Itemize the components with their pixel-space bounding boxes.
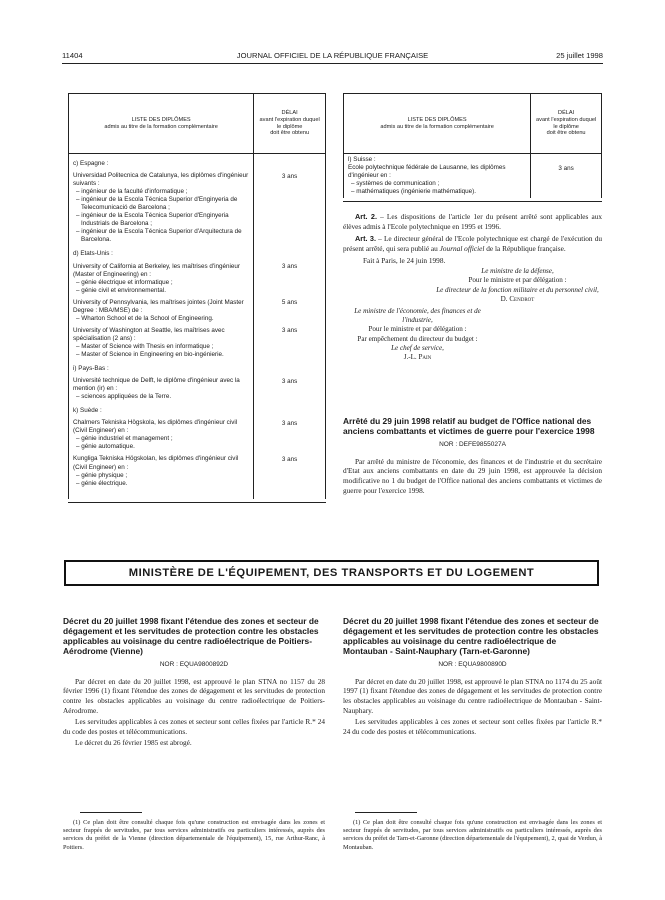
director-name: D. Cendrot — [500, 295, 535, 304]
diploma-entry — [73, 263, 249, 295]
signature-date: Fait à Paris, le 24 juin 1998. — [363, 255, 446, 265]
list-item: – génie électrique et informatique ; — [76, 278, 173, 286]
duration-value: 3 ans — [281, 455, 298, 463]
section-title: c) Espagne : — [73, 160, 109, 167]
list-item: – systèmes de communication ; — [351, 180, 440, 188]
decree-paragraph: Le décret du 26 février 1985 est abrogé. — [75, 738, 192, 748]
entry-text: Kungliga Tekniska Högskolan, les diplômes d'ingénieur civil (Civil Engineer) en : — [73, 455, 239, 471]
page-number: 11404 — [62, 51, 83, 60]
diploma-entry — [73, 455, 249, 487]
section-title: l) Suisse : — [348, 156, 376, 163]
decree-paragraph: Les servitudes applicables à ces zones et secteur sont celles fixées par l'article R.* 24 du code des postes et télécommunications. — [63, 717, 325, 736]
entry-text: University of Pennsylvania, les maîtrises jointes (Joint Master Degree : MBA/MSE) de : — [73, 298, 244, 314]
ministry-banner: MINISTÈRE DE L'ÉQUIPEMENT, DES TRANSPORTS ET DU LOGEMENT — [64, 560, 599, 586]
decree-title: Décret du 20 juillet 1998 fixant l'étendue des zones et secteur de dégagement et les servitudes de protection contre les obstacles applicables au voisinage du centre radioélectrique de Montauban - Saint-Nauphary (Tarn-et-Garonne) — [343, 616, 599, 656]
footnote-poitiers — [63, 819, 325, 852]
duration-value: 3 ans — [281, 377, 298, 385]
diploma-entry — [73, 327, 249, 359]
articles-block — [343, 212, 602, 363]
list-item: – sciences appliquées de la Terre. — [76, 393, 172, 401]
list-item: – Wharton School et de la School of Engineering. — [76, 314, 214, 322]
footnote-rule — [355, 812, 417, 813]
decree-montauban — [343, 617, 602, 736]
duration-list — [254, 154, 326, 500]
diploma-list — [69, 154, 254, 500]
nor-reference: NOR : DEFE9855027A — [439, 440, 506, 448]
delegation-line: Pour le ministre et par délégation : — [468, 276, 567, 285]
section-title: i) Pays-Bas : — [73, 365, 109, 373]
entry-text: Universidad Politecnica de Catalunya, les diplômes d'ingénieur suivants : — [73, 172, 249, 188]
list-item: – ingénieur de la Escola Técnica Superior d'Arquitectura de Barcelona. — [76, 228, 242, 244]
nor-reference: NOR : EQUA9800892D — [159, 660, 229, 668]
chef-service-name: J.-L. Pain — [403, 353, 432, 362]
arrete-title: Arrêté du 29 juin 1998 relatif au budget de l'Office national des anciens combattants et victimes de guerre pour l'exercice 1998 — [343, 416, 595, 436]
article-3: Art. 3. – Le directeur général de l'Ecole polytechnique est chargé de l'exécution du présent arrêté, qui sera publié au Journal officiel de la République française. — [343, 234, 602, 253]
nor-reference: NOR : EQUA9800890D — [438, 660, 507, 668]
diploma-table-right — [343, 93, 602, 202]
duration-value: 3 ans — [281, 263, 298, 271]
list-item: – Master of Science with Thesis en informatique ; — [76, 342, 214, 350]
duration-value: 3 ans — [558, 165, 574, 172]
header-rule — [62, 63, 603, 64]
list-item: – mathématiques (ingénierie mathématique). — [351, 188, 476, 196]
column-header-diplomas: LISTE DES DIPLÔMES admis au titre de la formation complémentaire — [344, 94, 531, 154]
chef-service-title: Le chef de service, — [391, 344, 444, 352]
column-header-diplomas: LISTE DES DIPLÔMES admis au titre de la formation complémentaire — [69, 94, 254, 154]
footnote-montauban — [343, 819, 602, 852]
list-item: – ingénieur de la Escola Técnica Superior d'Enginyeria de Telecomunicació de Barcelona ; — [76, 196, 238, 212]
decree-poitiers — [63, 617, 325, 748]
decree-paragraph: Par décret en date du 20 juillet 1998, est approuvé le plan STNA no 1174 du 25 août 1997 (1) fixant l'étendue des zones de dégagement et les servitudes de protection contre les obstacles applicables au voisinage du centre radioélectrique de Montauban - Saint-Nauphary. — [343, 676, 602, 715]
delegation-line: Pour le ministre et par délégation : — [368, 325, 467, 334]
list-item: – génie industriel et management ; — [76, 435, 173, 443]
list-item: – génie électrique. — [76, 479, 128, 487]
director-title: Le directeur de la fonction militaire et du personnel civil, — [436, 285, 599, 294]
entry-text: University of California at Berkeley, les maîtrises d'ingénieur (Master of Engineering) en : — [73, 262, 240, 278]
list-item: – ingénieur de la faculté d'informatique ; — [76, 188, 188, 196]
signature-block — [343, 267, 602, 363]
empechement-line: Par empêchement du directeur du budget : — [357, 334, 478, 343]
entry-text: University of Washington at Seattle, les maîtrises avec spécialisation (2 ans) : — [73, 326, 225, 342]
arrete-text: Par arrêté du ministre de l'économie, des finances et de l'industrie et du secrétaire d'Etat aux anciens combattants en date du 29 juin 1998, est approuvée la décision modificative no 1 du budget de l'Office national des anciens combattants et victimes de guerre pour l'exercice 1998. — [343, 456, 602, 495]
entry-text: Université technique de Delft, le diplôme d'ingénieur avec la mention (ir) en : — [73, 377, 240, 393]
diploma-list — [344, 154, 531, 199]
diploma-entry — [73, 419, 249, 451]
entry-text: Ecole polytechnique fédérale de Lausanne, les diplômes d'ingénieur en : — [348, 164, 506, 180]
list-item: – génie automatique. — [76, 443, 135, 451]
column-header-deadline: DÉLAI avant l'expiration duquel le diplôme doit être obtenu — [531, 94, 602, 154]
minister-defense: Le ministre de la défense, — [481, 267, 554, 276]
list-item: – ingénieur de la Escola Técnica Superior d'Enginyeria Industrials de Barcelona ; — [76, 212, 229, 228]
arrete-budget — [343, 417, 602, 495]
section-title: d) Etats-Unis : — [73, 250, 113, 258]
publication-date: 25 juillet 1998 — [556, 51, 603, 60]
decree-paragraph: Par décret en date du 20 juillet 1998, est approuvé le plan STNA no 1157 du 28 février 1996 (1) fixant l'étendue des zones de dégagement et les servitudes de protection contre les obstacles applicables au voisinage du centre radioélectrique de Poitiers-Aérodrome. — [63, 676, 325, 715]
diploma-entry — [73, 377, 249, 401]
footnote-rule — [80, 812, 142, 813]
decree-paragraph: Les servitudes applicables à ces zones et secteur sont celles fixées par l'article R.* 24 du code des postes et télécommunications. — [343, 717, 602, 736]
journal-title: JOURNAL OFFICIEL DE LA RÉPUBLIQUE FRANÇAISE — [236, 51, 429, 60]
section-title: k) Suède : — [73, 407, 102, 415]
duration-list — [531, 154, 602, 199]
entry-text: Chalmers Tekniska Högskola, les diplômes d'ingénieur civil (Civil Engineer) en : — [73, 419, 238, 435]
decree-title: Décret du 20 juillet 1998 fixant l'étendue des zones et secteur de dégagement et les servitudes de protection contre les obstacles applicables au voisinage du centre radioélectrique de Poitiers-Aérodrome (Vienne) — [63, 616, 319, 656]
duration-value: 5 ans — [281, 299, 298, 307]
duration-value: 3 ans — [281, 419, 298, 427]
duration-value: 3 ans — [281, 327, 298, 335]
footnote-text: (1) Ce plan doit être consulté chaque fois qu'une construction est envisagée dans les zones et secteur frappés de servitudes, par tous services administratifs ou particuliers intéressés, auprès des services du préfet de Tarn-et-Garonne (direction départementale de l'équipement), 2, quai de Verdun, à Montauban. — [343, 819, 602, 851]
article-2: Art. 2. – Les dispositions de l'article 1er du présent arrêté sont applicables aux élèves admis à l'Ecole polytechnique en 1995 et 1996. — [343, 212, 602, 231]
list-item: – Master of Science in Engineering en bio-ingénierie. — [76, 350, 224, 358]
duration-value: 3 ans — [281, 172, 298, 180]
column-header-deadline: DÉLAI avant l'expiration duquel le diplôme doit être obtenu — [254, 94, 326, 154]
diploma-entry — [73, 299, 249, 323]
footnote-text: (1) Ce plan doit être consulté chaque fois qu'une construction est envisagée dans les zones et secteur frappés de servitudes, par tous services administratifs ou particuliers intéressés, auprès des services du préfet de la Vienne (direction départementale de l'équipement), 15, rue Arthur-Ranc, à Poitiers. — [63, 819, 325, 851]
diploma-table-left — [68, 93, 326, 503]
diploma-entry — [73, 172, 249, 244]
minister-economy: Le ministre de l'économie, des finances et de l'industrie, — [354, 306, 481, 324]
list-item: – génie civil et environnemental. — [76, 286, 166, 294]
list-item: – génie physique ; — [76, 471, 128, 479]
